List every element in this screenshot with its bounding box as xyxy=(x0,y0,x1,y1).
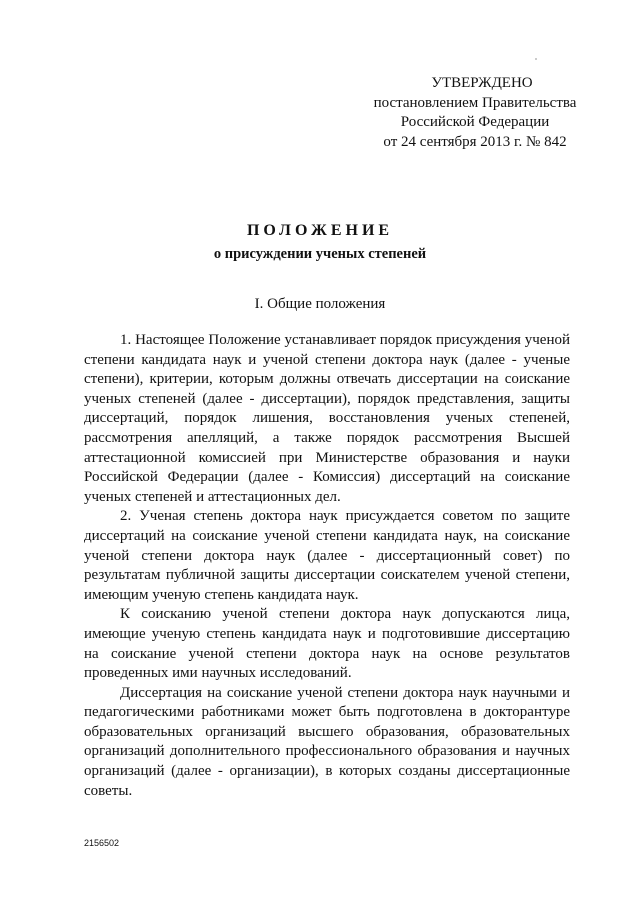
approval-line-3: от 24 сентября 2013 г. № 842 xyxy=(383,133,567,150)
paragraph-4: Диссертация на соискание ученой степени доктора наук научными и педагогическими работниками может быть подготовлена в докторантуре образовательных организаций высшего образования, образовательных организаций дополнительного профессионального образования и научных организаций (далее - организации), в которых созданы диссертационные советы. xyxy=(84,684,570,799)
approval-heading: УТВЕРЖДЕНО xyxy=(431,75,533,91)
document-body xyxy=(84,331,570,801)
approval-line-2: Российской Федерации xyxy=(400,114,550,130)
document-title: ПОЛОЖЕНИЕ xyxy=(246,222,394,239)
paragraph-1: 1. Настоящее Положение устанавливает порядок присуждения ученой степени кандидата наук и ученой степени доктора наук (далее - ученые степени), критерии, которым должны отвечать диссертации на соискание ученых степеней (далее - диссертации), порядок представления, защиты диссертаций, порядок лишения, восстановления ученых степеней, рассмотрения апелляций, а также порядок рассмотрения Высшей аттестационной комиссией при Министерстве образования и науки Российской Федерации (далее - Комиссия) диссертаций на соискание ученых степеней и аттестационных дел. xyxy=(84,332,570,505)
section-title: I. Общие положения xyxy=(254,296,386,312)
scan-speck xyxy=(535,58,537,60)
document-subtitle: о присуждении ученых степеней xyxy=(213,246,427,262)
paragraph-3: К соисканию ученой степени доктора наук допускаются лица, имеющие ученую степень кандидата наук и подготовившие диссертацию на соискание ученой степени доктора наук на основе результатов проведенных ими научных исследований. xyxy=(84,606,570,682)
document-code: 2156502 xyxy=(84,838,120,848)
approval-line-1: постановлением Правительства xyxy=(373,94,577,111)
paragraph-2: 2. Ученая степень доктора наук присуждается советом по защите диссертаций на соискание ученой степени кандидата наук, на соискание ученой степени доктора наук (далее - диссертационный совет) по результатам публичной защиты диссертации соискателем ученой степени, имеющим ученую степень кандидата наук. xyxy=(84,508,570,603)
approval-stamp-block xyxy=(355,74,595,152)
